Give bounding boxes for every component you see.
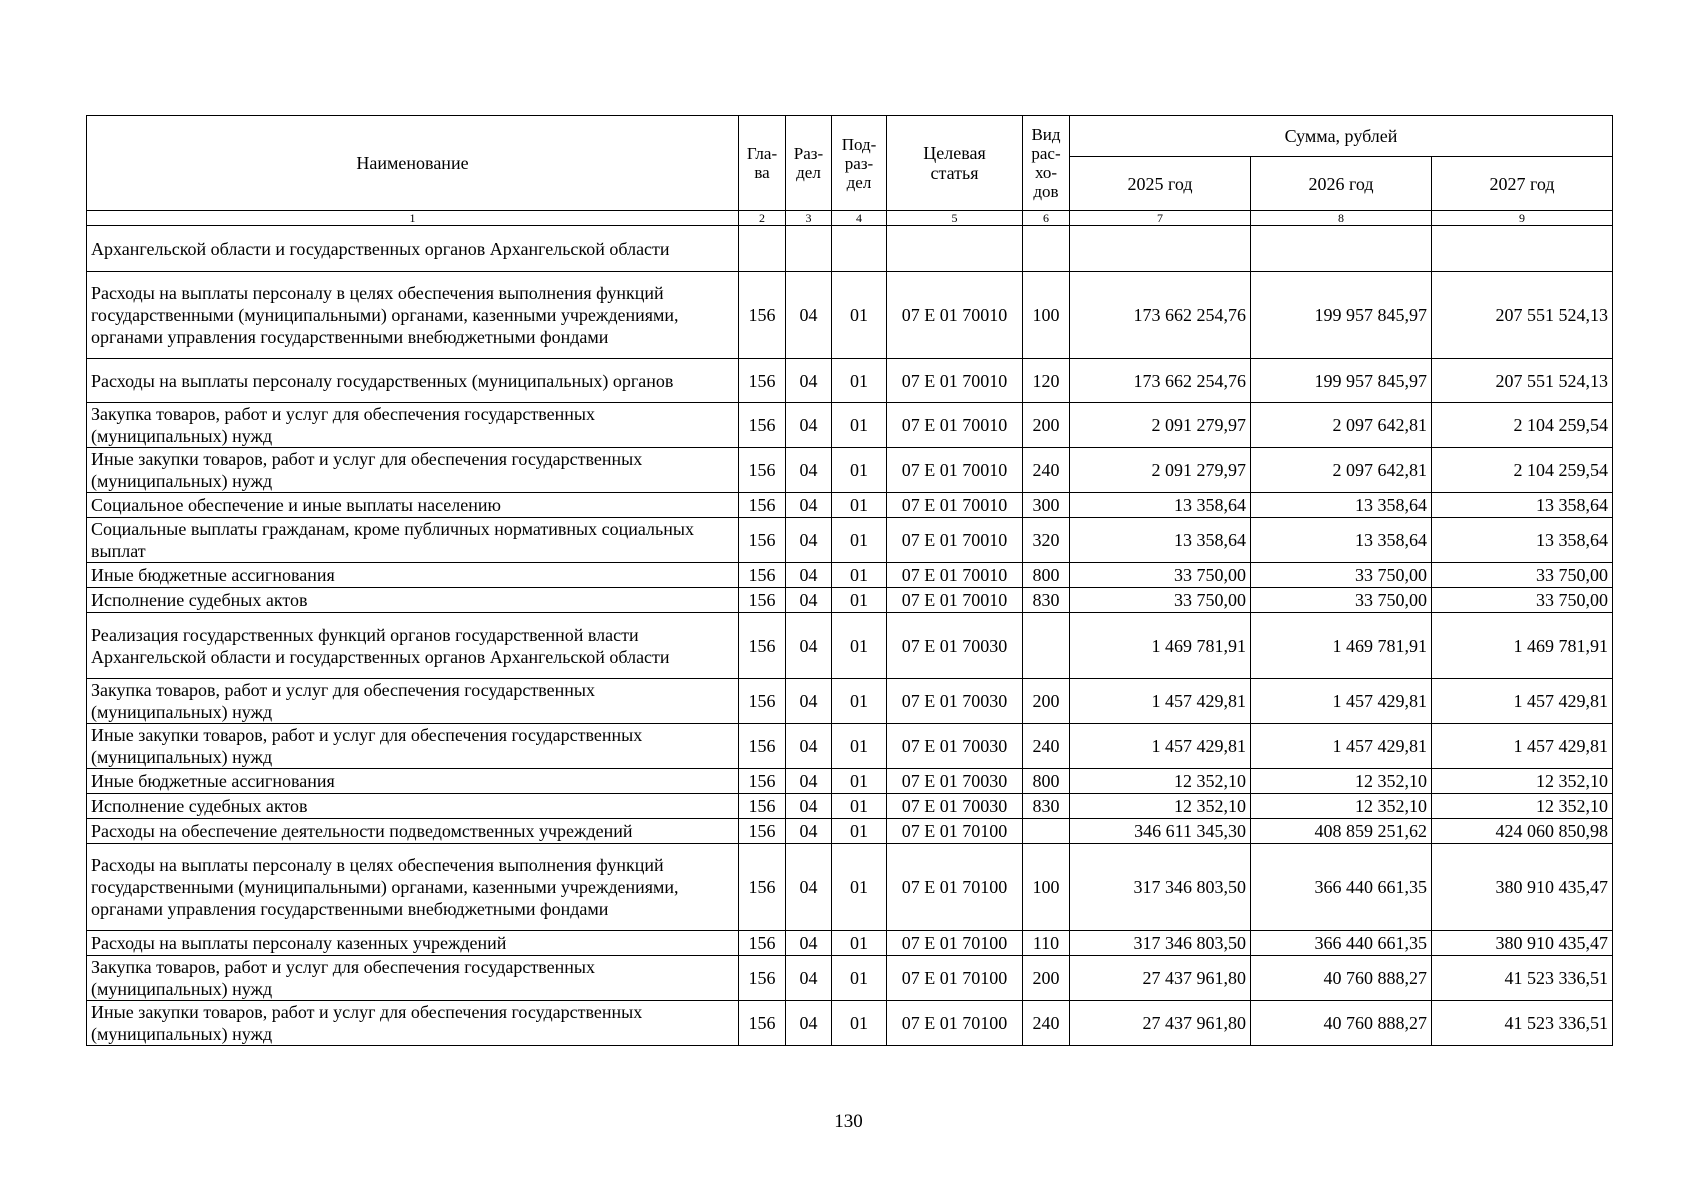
row-sum-2026: 1 469 781,91 [1251, 613, 1432, 679]
table-row [87, 819, 1613, 844]
row-glava: 156 [739, 613, 786, 679]
row-sum-2027: 2 104 259,54 [1432, 403, 1613, 448]
row-podrazdel: 01 [832, 403, 887, 448]
row-expense-type [1023, 613, 1070, 679]
table-header [87, 116, 1613, 211]
row-sum-2025: 1 457 429,81 [1070, 679, 1251, 724]
row-expense-type: 120 [1023, 359, 1070, 403]
column-number: 1 [87, 211, 739, 226]
row-podrazdel: 01 [832, 724, 887, 769]
row-target-article [887, 226, 1023, 272]
header-sum: Сумма, рублей [1070, 116, 1613, 157]
row-sum-2027: 1 457 429,81 [1432, 724, 1613, 769]
row-sum-2026: 199 957 845,97 [1251, 272, 1432, 359]
table-body [87, 211, 1613, 1046]
table-row [87, 844, 1613, 931]
row-podrazdel: 01 [832, 518, 887, 563]
row-sum-2026: 2 097 642,81 [1251, 403, 1432, 448]
row-sum-2025: 346 611 345,30 [1070, 819, 1251, 844]
row-target-article: 07 Е 01 70100 [887, 956, 1023, 1001]
table-row [87, 448, 1613, 493]
row-razdel: 04 [786, 769, 832, 794]
column-number: 4 [832, 211, 887, 226]
header-razdel: Раз- дел [786, 116, 832, 211]
row-glava: 156 [739, 359, 786, 403]
row-razdel: 04 [786, 272, 832, 359]
row-razdel: 04 [786, 724, 832, 769]
row-name: Социальные выплаты гражданам, кроме публичных нормативных социальных выплат [87, 518, 739, 563]
row-razdel: 04 [786, 794, 832, 819]
row-razdel: 04 [786, 613, 832, 679]
row-sum-2025: 13 358,64 [1070, 493, 1251, 518]
row-podrazdel: 01 [832, 613, 887, 679]
row-glava: 156 [739, 794, 786, 819]
row-sum-2026: 40 760 888,27 [1251, 956, 1432, 1001]
row-name: Иные бюджетные ассигнования [87, 563, 739, 588]
table-row [87, 493, 1613, 518]
row-razdel [786, 226, 832, 272]
row-target-article: 07 Е 01 70010 [887, 448, 1023, 493]
row-glava [739, 226, 786, 272]
row-podrazdel: 01 [832, 956, 887, 1001]
row-sum-2025: 173 662 254,76 [1070, 272, 1251, 359]
row-name: Иные бюджетные ассигнования [87, 769, 739, 794]
row-glava: 156 [739, 493, 786, 518]
row-razdel: 04 [786, 359, 832, 403]
row-expense-type: 110 [1023, 931, 1070, 956]
row-sum-2025: 13 358,64 [1070, 518, 1251, 563]
table-row [87, 403, 1613, 448]
row-sum-2025: 33 750,00 [1070, 588, 1251, 613]
header-year-2027: 2027 год [1432, 157, 1613, 211]
row-razdel: 04 [786, 819, 832, 844]
row-name: Расходы на обеспечение деятельности подведомственных учреждений [87, 819, 739, 844]
row-sum-2026: 408 859 251,62 [1251, 819, 1432, 844]
row-name: Иные закупки товаров, работ и услуг для обеспечения государственных (муниципальных) нужд [87, 724, 739, 769]
table-row [87, 956, 1613, 1001]
row-target-article: 07 Е 01 70010 [887, 563, 1023, 588]
row-name: Иные закупки товаров, работ и услуг для обеспечения государственных (муниципальных) нужд [87, 448, 739, 493]
row-expense-type: 830 [1023, 588, 1070, 613]
row-sum-2026: 366 440 661,35 [1251, 931, 1432, 956]
row-glava: 156 [739, 819, 786, 844]
row-glava: 156 [739, 272, 786, 359]
row-razdel: 04 [786, 1001, 832, 1046]
row-expense-type: 100 [1023, 844, 1070, 931]
row-glava: 156 [739, 844, 786, 931]
column-number: 7 [1070, 211, 1251, 226]
row-name: Архангельской области и государственных органов Архангельской области [87, 226, 739, 272]
row-sum-2026: 2 097 642,81 [1251, 448, 1432, 493]
row-expense-type [1023, 819, 1070, 844]
row-sum-2025: 1 457 429,81 [1070, 724, 1251, 769]
row-target-article: 07 Е 01 70010 [887, 403, 1023, 448]
row-expense-type: 300 [1023, 493, 1070, 518]
row-glava: 156 [739, 724, 786, 769]
row-sum-2026: 1 457 429,81 [1251, 724, 1432, 769]
row-sum-2025: 2 091 279,97 [1070, 403, 1251, 448]
row-sum-2026: 13 358,64 [1251, 518, 1432, 563]
row-sum-2025 [1070, 226, 1251, 272]
row-target-article: 07 Е 01 70030 [887, 679, 1023, 724]
row-expense-type: 830 [1023, 794, 1070, 819]
row-sum-2027: 2 104 259,54 [1432, 448, 1613, 493]
row-expense-type: 200 [1023, 956, 1070, 1001]
row-target-article: 07 Е 01 70010 [887, 272, 1023, 359]
row-sum-2027: 33 750,00 [1432, 563, 1613, 588]
header-podrazdel: Под- раз- дел [832, 116, 887, 211]
row-sum-2027: 33 750,00 [1432, 588, 1613, 613]
row-podrazdel: 01 [832, 448, 887, 493]
row-glava: 156 [739, 956, 786, 1001]
table-row [87, 272, 1613, 359]
row-name: Иные закупки товаров, работ и услуг для обеспечения государственных (муниципальных) нужд [87, 1001, 739, 1046]
row-name: Социальное обеспечение и иные выплаты населению [87, 493, 739, 518]
row-razdel: 04 [786, 844, 832, 931]
header-expense-type: Вид рас- хо- дов [1023, 116, 1070, 211]
row-razdel: 04 [786, 588, 832, 613]
row-sum-2026: 366 440 661,35 [1251, 844, 1432, 931]
table-row [87, 724, 1613, 769]
row-expense-type: 240 [1023, 724, 1070, 769]
row-expense-type: 800 [1023, 563, 1070, 588]
row-sum-2027: 207 551 524,13 [1432, 272, 1613, 359]
row-sum-2027: 41 523 336,51 [1432, 1001, 1613, 1046]
table-row [87, 588, 1613, 613]
row-razdel: 04 [786, 493, 832, 518]
row-razdel: 04 [786, 518, 832, 563]
row-sum-2027: 1 469 781,91 [1432, 613, 1613, 679]
table-row [87, 613, 1613, 679]
row-sum-2026: 12 352,10 [1251, 794, 1432, 819]
budget-table [86, 115, 1613, 1046]
row-razdel: 04 [786, 931, 832, 956]
header-name: Наименование [87, 116, 739, 211]
row-sum-2027: 424 060 850,98 [1432, 819, 1613, 844]
row-sum-2025: 12 352,10 [1070, 794, 1251, 819]
row-podrazdel: 01 [832, 272, 887, 359]
row-name: Исполнение судебных актов [87, 588, 739, 613]
row-podrazdel: 01 [832, 588, 887, 613]
row-expense-type: 800 [1023, 769, 1070, 794]
row-sum-2027: 380 910 435,47 [1432, 844, 1613, 931]
row-name: Расходы на выплаты персоналу в целях обеспечения выполнения функций государственными (муниципальными) органами, казенными учреждениями, органами управления государственными внебюджетными фондами [87, 844, 739, 931]
row-expense-type: 200 [1023, 403, 1070, 448]
row-podrazdel: 01 [832, 563, 887, 588]
row-name: Закупка товаров, работ и услуг для обеспечения государственных (муниципальных) нужд [87, 956, 739, 1001]
row-glava: 156 [739, 448, 786, 493]
row-razdel: 04 [786, 403, 832, 448]
row-razdel: 04 [786, 956, 832, 1001]
row-sum-2027: 1 457 429,81 [1432, 679, 1613, 724]
header-target-article: Целевая статья [887, 116, 1023, 211]
row-sum-2025: 317 346 803,50 [1070, 844, 1251, 931]
row-sum-2025: 27 437 961,80 [1070, 956, 1251, 1001]
row-sum-2026: 33 750,00 [1251, 563, 1432, 588]
row-expense-type: 200 [1023, 679, 1070, 724]
row-podrazdel: 01 [832, 359, 887, 403]
row-sum-2025: 173 662 254,76 [1070, 359, 1251, 403]
row-target-article: 07 Е 01 70100 [887, 931, 1023, 956]
table-row [87, 679, 1613, 724]
row-glava: 156 [739, 931, 786, 956]
row-sum-2026: 199 957 845,97 [1251, 359, 1432, 403]
row-glava: 156 [739, 769, 786, 794]
row-name: Реализация государственных функций органов государственной власти Архангельской области и государственных органов Архангельской области [87, 613, 739, 679]
row-sum-2025: 27 437 961,80 [1070, 1001, 1251, 1046]
row-podrazdel: 01 [832, 1001, 887, 1046]
table-row [87, 931, 1613, 956]
row-sum-2027: 13 358,64 [1432, 493, 1613, 518]
row-sum-2025: 2 091 279,97 [1070, 448, 1251, 493]
row-glava: 156 [739, 518, 786, 563]
column-number: 6 [1023, 211, 1070, 226]
column-number: 2 [739, 211, 786, 226]
row-target-article: 07 Е 01 70030 [887, 724, 1023, 769]
row-name: Исполнение судебных актов [87, 794, 739, 819]
row-sum-2027: 207 551 524,13 [1432, 359, 1613, 403]
row-sum-2025: 33 750,00 [1070, 563, 1251, 588]
row-sum-2027: 12 352,10 [1432, 769, 1613, 794]
row-podrazdel: 01 [832, 931, 887, 956]
row-sum-2025: 317 346 803,50 [1070, 931, 1251, 956]
row-target-article: 07 Е 01 70010 [887, 588, 1023, 613]
column-number: 8 [1251, 211, 1432, 226]
row-razdel: 04 [786, 679, 832, 724]
row-name: Расходы на выплаты персоналу государственных (муниципальных) органов [87, 359, 739, 403]
row-sum-2026: 1 457 429,81 [1251, 679, 1432, 724]
row-name: Расходы на выплаты персоналу в целях обеспечения выполнения функций государственными (муниципальными) органами, казенными учреждениями, органами управления государственными внебюджетными фондами [87, 272, 739, 359]
row-sum-2025: 12 352,10 [1070, 769, 1251, 794]
row-sum-2027: 41 523 336,51 [1432, 956, 1613, 1001]
row-glava: 156 [739, 403, 786, 448]
row-target-article: 07 Е 01 70010 [887, 518, 1023, 563]
row-target-article: 07 Е 01 70100 [887, 1001, 1023, 1046]
table-row [87, 1001, 1613, 1046]
row-sum-2025: 1 469 781,91 [1070, 613, 1251, 679]
row-sum-2026 [1251, 226, 1432, 272]
row-podrazdel: 01 [832, 819, 887, 844]
row-expense-type: 320 [1023, 518, 1070, 563]
row-name: Расходы на выплаты персоналу казенных учреждений [87, 931, 739, 956]
page-number: 130 [834, 1111, 863, 1132]
table-row [87, 518, 1613, 563]
column-number: 9 [1432, 211, 1613, 226]
column-number-row [87, 211, 1613, 226]
table-row [87, 769, 1613, 794]
row-expense-type: 100 [1023, 272, 1070, 359]
table-row [87, 226, 1613, 272]
row-sum-2026: 40 760 888,27 [1251, 1001, 1432, 1046]
row-target-article: 07 Е 01 70030 [887, 794, 1023, 819]
header-year-2025: 2025 год [1070, 157, 1251, 211]
row-sum-2027: 13 358,64 [1432, 518, 1613, 563]
row-podrazdel: 01 [832, 794, 887, 819]
row-glava: 156 [739, 588, 786, 613]
row-expense-type: 240 [1023, 1001, 1070, 1046]
row-podrazdel: 01 [832, 844, 887, 931]
row-target-article: 07 Е 01 70010 [887, 493, 1023, 518]
row-glava: 156 [739, 563, 786, 588]
row-podrazdel: 01 [832, 679, 887, 724]
table-row [87, 563, 1613, 588]
row-sum-2027 [1432, 226, 1613, 272]
row-sum-2027: 380 910 435,47 [1432, 931, 1613, 956]
row-glava: 156 [739, 679, 786, 724]
row-name: Закупка товаров, работ и услуг для обеспечения государственных (муниципальных) нужд [87, 679, 739, 724]
row-razdel: 04 [786, 448, 832, 493]
row-name: Закупка товаров, работ и услуг для обеспечения государственных (муниципальных) нужд [87, 403, 739, 448]
row-podrazdel: 01 [832, 493, 887, 518]
row-sum-2026: 12 352,10 [1251, 769, 1432, 794]
row-glava: 156 [739, 1001, 786, 1046]
table-row [87, 794, 1613, 819]
header-glava: Гла- ва [739, 116, 786, 211]
row-sum-2027: 12 352,10 [1432, 794, 1613, 819]
header-year-2026: 2026 год [1251, 157, 1432, 211]
row-sum-2026: 33 750,00 [1251, 588, 1432, 613]
row-podrazdel [832, 226, 887, 272]
column-number: 3 [786, 211, 832, 226]
table-row [87, 359, 1613, 403]
row-podrazdel: 01 [832, 769, 887, 794]
row-sum-2026: 13 358,64 [1251, 493, 1432, 518]
column-number: 5 [887, 211, 1023, 226]
row-target-article: 07 Е 01 70100 [887, 819, 1023, 844]
row-target-article: 07 Е 01 70030 [887, 613, 1023, 679]
row-expense-type [1023, 226, 1070, 272]
row-expense-type: 240 [1023, 448, 1070, 493]
row-target-article: 07 Е 01 70100 [887, 844, 1023, 931]
row-target-article: 07 Е 01 70010 [887, 359, 1023, 403]
row-razdel: 04 [786, 563, 832, 588]
row-target-article: 07 Е 01 70030 [887, 769, 1023, 794]
